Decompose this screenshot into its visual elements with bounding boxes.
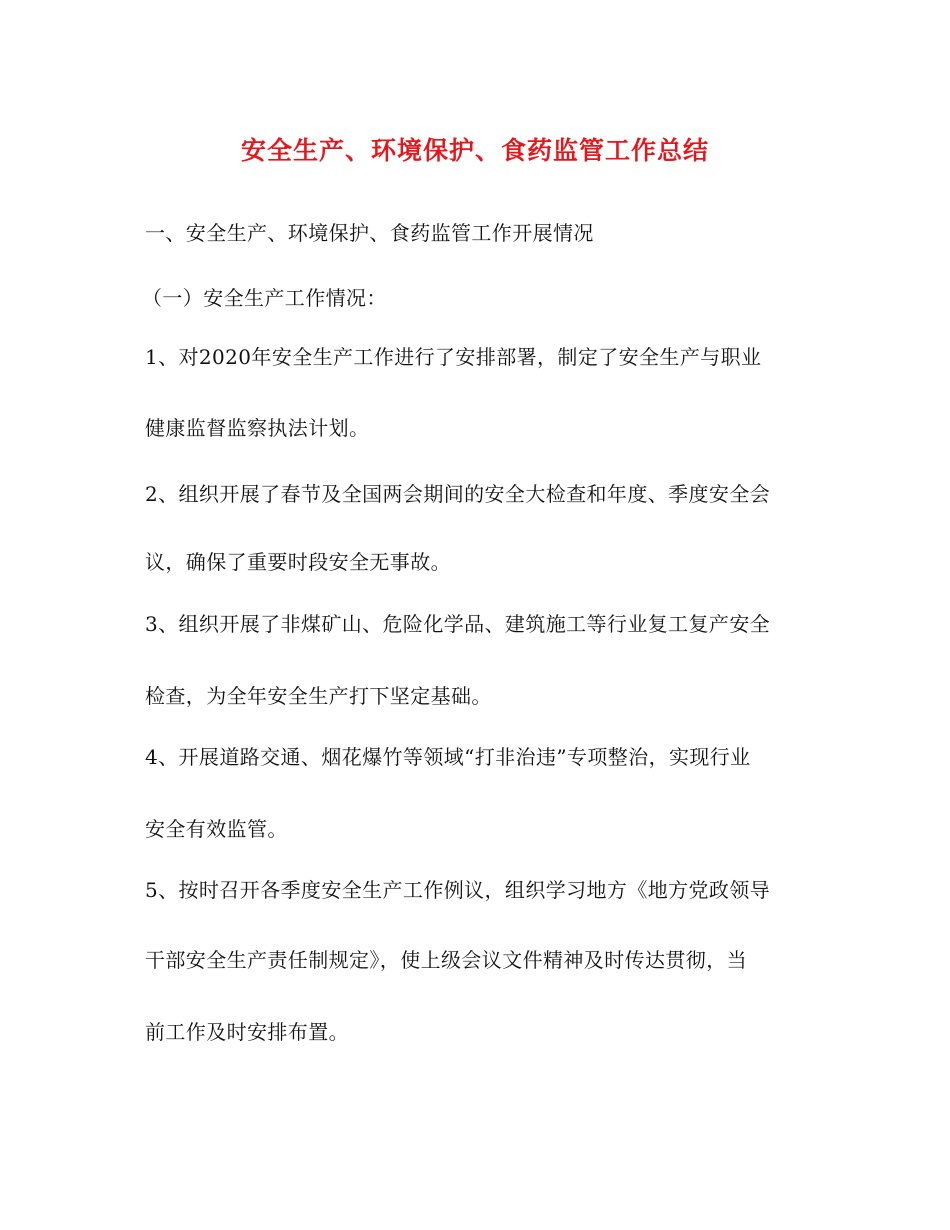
item-3-line-1: 3、组织开展了非煤矿山、危险化学品、建筑施工等行业复工复产安全 bbox=[145, 612, 771, 636]
section-heading: 一、安全生产、环境保护、食药监管工作开展情况 bbox=[145, 221, 594, 245]
item-5-line-1: 5、按时召开各季度安全生产工作例议，组织学习地方《地方党政领导 bbox=[145, 878, 771, 902]
item-5-line-3: 前工作及时安排布置。 bbox=[145, 1020, 349, 1044]
item-4-line-2: 安全有效监管。 bbox=[145, 817, 288, 841]
document-title: 安全生产、环境保护、食药监管工作总结 bbox=[240, 136, 709, 165]
subsection-heading: （一）安全生产工作情况： bbox=[142, 286, 387, 310]
item-2-line-1: 2、组织开展了春节及全国两会期间的安全大检查和年度、季度安全会 bbox=[145, 482, 771, 506]
item-1-line-1: 1、对2020年安全生产工作进行了安排部署，制定了安全生产与职业 bbox=[145, 345, 762, 369]
item-5-line-2: 干部安全生产责任制规定》，使上级会议文件精神及时传达贯彻，当 bbox=[145, 948, 747, 972]
item-2-line-2: 议，确保了重要时段安全无事故。 bbox=[145, 550, 451, 574]
item-3-line-2: 检查，为全年安全生产打下坚定基础。 bbox=[145, 684, 492, 708]
item-4-line-1: 4、开展道路交通、烟花爆竹等领域“打非治违”专项整治，实现行业 bbox=[145, 745, 751, 769]
item-1-line-2: 健康监督监察执法计划。 bbox=[145, 416, 370, 440]
